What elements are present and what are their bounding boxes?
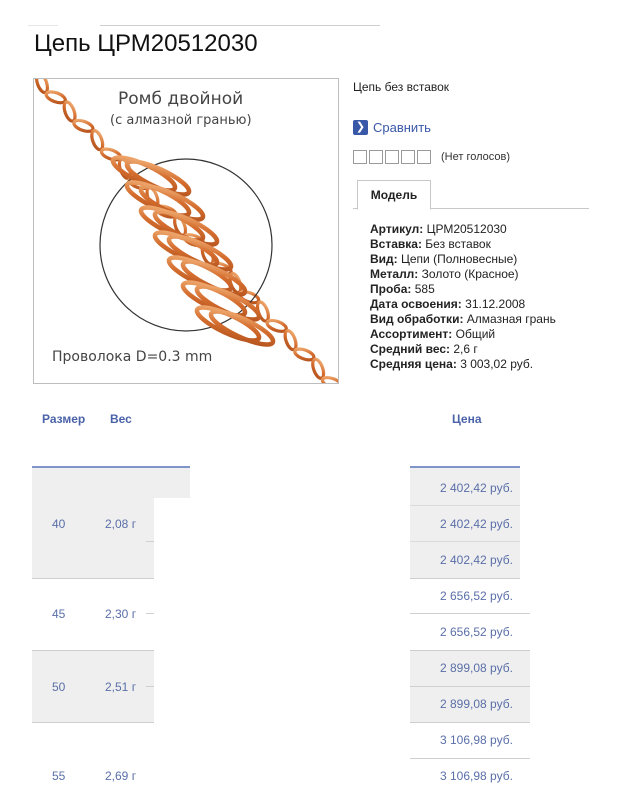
image-caption-sub: (с алмазной гранью)	[110, 113, 252, 128]
row-size-40: 40	[52, 517, 66, 531]
price-divider	[410, 541, 520, 542]
spec-assortment: Ассортимент: Общий	[370, 327, 496, 341]
spec-avg-weight: Средний вес: 2,6 г	[370, 342, 478, 356]
price-cell: 2 899,08 руб.	[440, 697, 513, 711]
top-divider-left	[28, 25, 58, 26]
price-divider	[410, 613, 530, 614]
price-cell: 3 106,98 руб.	[440, 733, 513, 747]
votes-label: (Нет голосов)	[441, 151, 511, 163]
rating-star-1[interactable]	[353, 150, 367, 164]
rating-star-4[interactable]	[401, 150, 415, 164]
spec-type: Вид: Цепи (Полновесные)	[370, 252, 518, 266]
compare-label: Сравнить	[373, 119, 431, 135]
top-divider	[100, 25, 380, 26]
price-cell: 2 656,52 руб.	[440, 589, 513, 603]
price-cell: 2 402,42 руб.	[440, 553, 513, 567]
product-image	[33, 78, 339, 384]
price-divider	[410, 758, 530, 759]
product-subtitle: Цепь без вставок	[353, 80, 450, 94]
price-divider	[410, 578, 520, 579]
price-divider	[410, 650, 530, 651]
row-tick	[146, 613, 154, 614]
row-size-45: 45	[52, 607, 66, 621]
price-divider	[410, 722, 530, 723]
row-size-55: 55	[52, 769, 66, 783]
price-divider	[410, 686, 530, 687]
rating-star-5[interactable]	[417, 150, 431, 164]
price-divider	[410, 505, 520, 506]
compare-link[interactable]	[353, 119, 431, 135]
image-caption-main: Ромб двойной	[118, 89, 244, 109]
spec-list	[370, 222, 556, 372]
price-cell: 3 106,98 руб.	[440, 769, 513, 783]
price-cell: 2 402,42 руб.	[440, 517, 513, 531]
row-divider	[32, 578, 154, 579]
row-tick	[146, 686, 154, 687]
spec-sku: Артикул: ЦРМ20512030	[370, 222, 507, 236]
price-cell: 2 402,42 руб.	[440, 481, 513, 495]
row-divider	[32, 650, 154, 651]
image-caption-wire: Проволока D=0.3 mm	[52, 349, 213, 365]
price-cell: 2 656,52 руб.	[440, 625, 513, 639]
column-header-weight[interactable]: Вес	[110, 412, 132, 426]
rating	[353, 150, 510, 164]
row-divider	[32, 722, 154, 723]
spec-insert: Вставка: Без вставок	[370, 237, 491, 251]
row-tick	[146, 541, 154, 542]
arrow-right-icon: ❯	[353, 120, 368, 135]
page-title: Цепь ЦРМ20512030	[34, 30, 258, 57]
rating-star-3[interactable]	[385, 150, 399, 164]
spec-date: Дата освоения: 31.12.2008	[370, 297, 526, 311]
row-size-50: 50	[52, 680, 66, 694]
spec-purity: Проба: 585	[370, 282, 435, 296]
spec-metal: Металл: Золото (Красное)	[370, 267, 519, 281]
row-weight-50: 2,51 г	[105, 680, 137, 694]
rating-star-2[interactable]	[369, 150, 383, 164]
row-weight-40: 2,08 г	[105, 517, 137, 531]
row-band	[154, 468, 190, 498]
row-weight-45: 2,30 г	[105, 607, 137, 621]
price-cell: 2 899,08 руб.	[440, 661, 513, 675]
spec-avg-price: Средняя цена: 3 003,02 руб.	[370, 357, 534, 371]
column-header-size[interactable]: Размер	[42, 412, 86, 426]
spec-finish: Вид обработки: Алмазная грань	[370, 312, 556, 326]
tab-model[interactable]: Модель	[357, 180, 431, 210]
row-weight-55: 2,69 г	[105, 769, 137, 783]
column-header-price[interactable]: Цена	[452, 412, 482, 426]
